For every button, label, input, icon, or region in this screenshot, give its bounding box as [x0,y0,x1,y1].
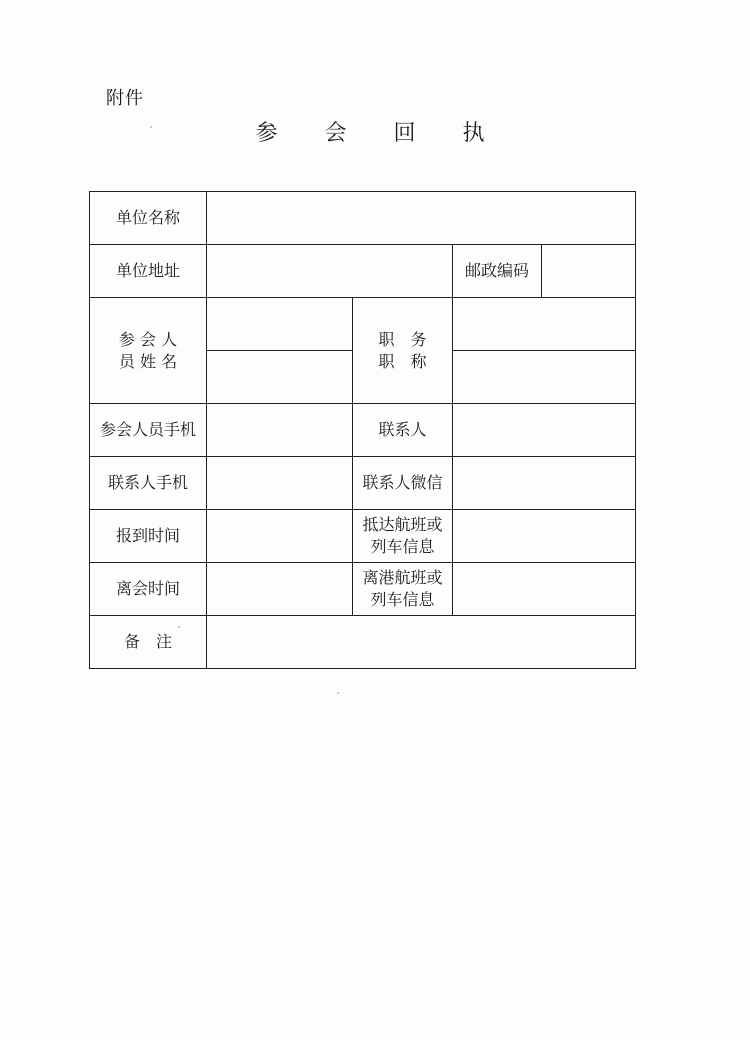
departure-flight-label-line1: 离港航班或 [362,568,443,587]
attendee-phone-label: 参会人员手机 [90,404,207,457]
arrival-flight-label-line2: 列车信息 [370,537,435,556]
scan-speck [150,126,152,128]
contact-wechat-field[interactable] [453,457,636,510]
arrival-time-label: 报到时间 [90,510,207,563]
attendee-name-label [90,298,207,404]
registration-form-table [89,191,636,669]
position-field-2[interactable] [453,351,636,404]
unit-address-field[interactable] [207,245,453,298]
contact-phone-label: 联系人手机 [90,457,207,510]
postcode-label: 邮政编码 [453,245,542,298]
attachment-label: 附件 [106,88,144,109]
departure-flight-label-line2: 列车信息 [370,590,435,609]
remarks-label: 备 注 [90,616,207,669]
table-row [90,457,636,510]
table-row [90,245,636,298]
departure-time-label: 离会时间 [90,563,207,616]
table-row [90,404,636,457]
table-row [90,616,636,669]
contact-wechat-label: 联系人微信 [353,457,453,510]
attendee-name-field-2[interactable] [207,351,353,404]
attendee-name-label-line2: 员 姓 名 [118,351,178,371]
table-row [90,192,636,245]
scan-speck [337,692,339,694]
remarks-field[interactable] [207,616,636,669]
unit-address-label: 单位地址 [90,245,207,298]
arrival-time-field[interactable] [207,510,353,563]
table-row [90,298,636,351]
unit-name-label: 单位名称 [90,192,207,245]
scan-speck [178,626,180,628]
departure-flight-field[interactable] [453,563,636,616]
position-label-line2: 职 称 [378,351,427,371]
postcode-field[interactable] [542,245,636,298]
contact-field[interactable] [453,404,636,457]
table-row [90,563,636,616]
arrival-flight-label-line1: 抵达航班或 [362,515,443,534]
page-title: 参 会 回 执 [255,121,505,146]
contact-phone-field[interactable] [207,457,353,510]
unit-name-field[interactable] [207,192,636,245]
position-field-1[interactable] [453,298,636,351]
arrival-flight-label [353,510,453,563]
position-title-label [353,298,453,404]
attendee-phone-field[interactable] [207,404,353,457]
attendee-name-label-line1: 参 会 人 [118,329,178,349]
table-row [90,510,636,563]
attendee-name-field-1[interactable] [207,298,353,351]
position-label-line1: 职 务 [378,329,427,349]
departure-flight-label [353,563,453,616]
contact-label: 联系人 [353,404,453,457]
arrival-flight-field[interactable] [453,510,636,563]
departure-time-field[interactable] [207,563,353,616]
